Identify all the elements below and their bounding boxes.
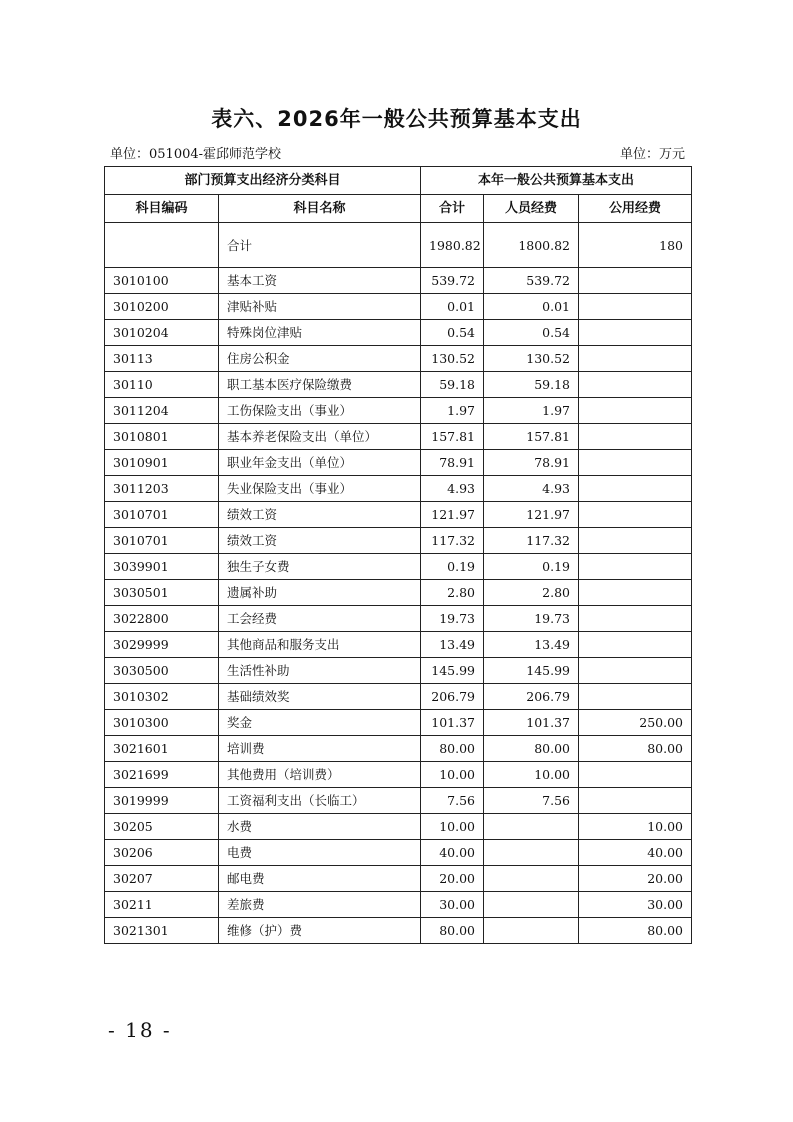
cell-public [579,580,692,606]
page-title: 表六、2026年一般公共预算基本支出 [211,107,582,131]
cell-public: 40.00 [579,840,692,866]
table-row [105,866,692,892]
cell-public [579,658,692,684]
cell-personnel [484,918,579,944]
table-row [105,892,692,918]
cell-total: 206.79 [421,684,484,710]
cell-name: 差旅费 [219,892,421,918]
table-row [105,424,692,450]
table-row [105,762,692,788]
cell-public [579,268,692,294]
cell-name: 独生子女费 [219,554,421,580]
cell-public [579,528,692,554]
cell-code: 3010300 [105,710,219,736]
cell-total: 13.49 [421,632,484,658]
cell-total: 10.00 [421,762,484,788]
cell-code: 30113 [105,346,219,372]
header-name: 科目名称 [219,195,421,223]
cell-name: 基本养老保险支出（单位） [219,424,421,450]
cell-code [105,223,219,268]
cell-name: 其他商品和服务支出 [219,632,421,658]
cell-name: 水费 [219,814,421,840]
cell-code: 3030500 [105,658,219,684]
cell-total: 539.72 [421,268,484,294]
table-row [105,632,692,658]
cell-total: 19.73 [421,606,484,632]
cell-code: 3030501 [105,580,219,606]
cell-personnel: 157.81 [484,424,579,450]
cell-personnel: 59.18 [484,372,579,398]
cell-public [579,346,692,372]
header-economic-classification: 部门预算支出经济分类科目 [105,167,421,195]
cell-code: 3011203 [105,476,219,502]
cell-public [579,554,692,580]
cell-public [579,450,692,476]
cell-code: 30206 [105,840,219,866]
cell-code: 3022800 [105,606,219,632]
cell-personnel: 0.54 [484,320,579,346]
cell-name: 遗属补助 [219,580,421,606]
cell-personnel: 2.80 [484,580,579,606]
cell-total: 7.56 [421,788,484,814]
cell-public [579,424,692,450]
cell-name: 电费 [219,840,421,866]
cell-code: 3039901 [105,554,219,580]
table-row [105,268,692,294]
cell-code: 30205 [105,814,219,840]
header-public: 公用经费 [579,195,692,223]
cell-name: 培训费 [219,736,421,762]
table-row [105,502,692,528]
cell-personnel: 80.00 [484,736,579,762]
cell-personnel: 7.56 [484,788,579,814]
table-row [105,528,692,554]
cell-name: 特殊岗位津贴 [219,320,421,346]
cell-code: 3019999 [105,788,219,814]
cell-public: 10.00 [579,814,692,840]
budget-table [104,166,692,944]
cell-total: 4.93 [421,476,484,502]
cell-personnel [484,840,579,866]
table-row [105,606,692,632]
cell-code: 30110 [105,372,219,398]
cell-personnel: 539.72 [484,268,579,294]
header-total: 合计 [421,195,484,223]
cell-personnel [484,866,579,892]
cell-personnel: 78.91 [484,450,579,476]
cell-code: 3010204 [105,320,219,346]
table-row [105,918,692,944]
cell-public [579,398,692,424]
cell-public [579,320,692,346]
table-row [105,580,692,606]
table-row [105,684,692,710]
cell-personnel: 0.01 [484,294,579,320]
cell-total: 1.97 [421,398,484,424]
cell-personnel: 145.99 [484,658,579,684]
cell-total: 145.99 [421,658,484,684]
cell-public [579,684,692,710]
cell-code: 3010801 [105,424,219,450]
cell-public: 20.00 [579,866,692,892]
unit-label: 单位：051004-霍邱师范学校 [110,147,282,162]
cell-total: 20.00 [421,866,484,892]
cell-code: 3021601 [105,736,219,762]
cell-code: 3010100 [105,268,219,294]
cell-total: 121.97 [421,502,484,528]
cell-code: 30207 [105,866,219,892]
cell-personnel: 101.37 [484,710,579,736]
table-row [105,554,692,580]
cell-code: 3010701 [105,502,219,528]
cell-total: 2.80 [421,580,484,606]
cell-name: 奖金 [219,710,421,736]
cell-code: 30211 [105,892,219,918]
cell-public: 80.00 [579,736,692,762]
header-basic-expenditure: 本年一般公共预算基本支出 [421,167,692,195]
cell-personnel: 121.97 [484,502,579,528]
cell-total: 117.32 [421,528,484,554]
cell-personnel [484,814,579,840]
cell-public [579,762,692,788]
table-row [105,658,692,684]
cell-total: 40.00 [421,840,484,866]
cell-total: 80.00 [421,736,484,762]
column-header-row [105,195,692,223]
cell-code: 3029999 [105,632,219,658]
cell-total: 1980.82 [421,223,484,268]
cell-code: 3021301 [105,918,219,944]
currency-unit-label: 单位：万元 [619,147,685,162]
table-row [105,736,692,762]
page-number: - 18 - [108,1018,172,1042]
cell-public: 250.00 [579,710,692,736]
table-row [105,814,692,840]
cell-personnel: 1.97 [484,398,579,424]
cell-public: 80.00 [579,918,692,944]
cell-total: 10.00 [421,814,484,840]
cell-code: 3010901 [105,450,219,476]
cell-code: 3011204 [105,398,219,424]
table-row [105,320,692,346]
cell-name: 职业年金支出（单位） [219,450,421,476]
cell-name: 绩效工资 [219,528,421,554]
cell-name: 生活性补助 [219,658,421,684]
cell-code: 3010701 [105,528,219,554]
cell-total: 80.00 [421,918,484,944]
cell-name: 其他费用（培训费） [219,762,421,788]
cell-name: 工会经费 [219,606,421,632]
cell-name: 职工基本医疗保险缴费 [219,372,421,398]
cell-personnel: 10.00 [484,762,579,788]
header-code: 科目编码 [105,195,219,223]
table-row [105,840,692,866]
group-header-row [105,167,692,195]
table-row [105,710,692,736]
cell-total: 0.54 [421,320,484,346]
table-row [105,294,692,320]
cell-name: 工伤保险支出（事业） [219,398,421,424]
table-row [105,788,692,814]
cell-total: 78.91 [421,450,484,476]
cell-name: 工资福利支出（长临工） [219,788,421,814]
cell-personnel: 117.32 [484,528,579,554]
cell-total: 0.19 [421,554,484,580]
cell-personnel: 4.93 [484,476,579,502]
cell-total: 157.81 [421,424,484,450]
cell-name: 邮电费 [219,866,421,892]
cell-code: 3010200 [105,294,219,320]
cell-personnel: 19.73 [484,606,579,632]
cell-total: 0.01 [421,294,484,320]
cell-total: 59.18 [421,372,484,398]
cell-name: 失业保险支出（事业） [219,476,421,502]
cell-personnel: 0.19 [484,554,579,580]
cell-code: 3021699 [105,762,219,788]
cell-code: 3010302 [105,684,219,710]
cell-personnel: 206.79 [484,684,579,710]
cell-public: 180 [579,223,692,268]
cell-name: 合计 [219,223,421,268]
cell-public [579,606,692,632]
cell-name: 津贴补贴 [219,294,421,320]
cell-public [579,632,692,658]
cell-personnel: 13.49 [484,632,579,658]
cell-name: 住房公积金 [219,346,421,372]
table-row [105,450,692,476]
cell-public [579,372,692,398]
cell-total: 130.52 [421,346,484,372]
cell-name: 绩效工资 [219,502,421,528]
cell-name: 维修（护）费 [219,918,421,944]
header-personnel: 人员经费 [484,195,579,223]
table-row [105,346,692,372]
cell-total: 30.00 [421,892,484,918]
total-row [105,223,692,268]
table-row [105,476,692,502]
cell-public [579,294,692,320]
cell-public: 30.00 [579,892,692,918]
cell-personnel: 1800.82 [484,223,579,268]
cell-public [579,502,692,528]
table-row [105,398,692,424]
cell-total: 101.37 [421,710,484,736]
cell-personnel: 130.52 [484,346,579,372]
cell-personnel [484,892,579,918]
cell-name: 基础绩效奖 [219,684,421,710]
cell-public [579,476,692,502]
table-row [105,372,692,398]
cell-public [579,788,692,814]
cell-name: 基本工资 [219,268,421,294]
